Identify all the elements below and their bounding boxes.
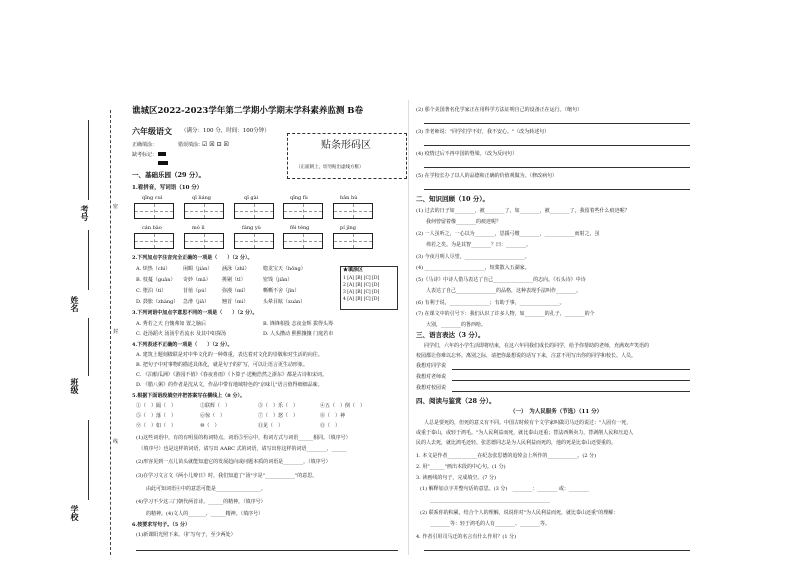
banji-field[interactable] bbox=[88, 318, 89, 376]
q2-opt-b4: 密饯（jiān） bbox=[263, 277, 293, 283]
q2-opt-b3: 挑剔（tī） bbox=[222, 277, 246, 283]
q3-opt-b: B. 锋锋相投 志夜金辉 拔得头筹 bbox=[263, 321, 334, 327]
barcode-title: 贴条形码区 bbox=[321, 140, 371, 151]
subject-title: 六年级语文 bbox=[132, 126, 172, 136]
binding-mark-mi: 密 bbox=[113, 204, 119, 210]
q4-title: 4.下列表述不正确的一项是（ ）（2 分）。 bbox=[132, 342, 233, 348]
answer-zone-row-3[interactable]: 3 [A] [B] [C] [D] bbox=[343, 290, 380, 295]
s2-line-7: (5)《马诗》中诗人借马表达了自己________________的志向。《石头诗》中诗 bbox=[416, 277, 586, 283]
s2-line-9: (6) 有利于说，________________；有助于事，________________。 bbox=[416, 300, 565, 306]
reading1-q3-2b: ________等：轻于鸿毛的人有________、________等。 bbox=[420, 521, 551, 527]
r-item-5: (5) 在学校长办了以人的品德和正确的价值观做为。（修改病句） bbox=[416, 173, 558, 179]
q5-sub-2: (2)形容见到一点儿苗头就能知道它的发展趋向或问题本质的词语是________。（填序号） bbox=[136, 459, 331, 465]
column-divider bbox=[408, 100, 409, 555]
binding-label-xuexiao: 学校 bbox=[70, 505, 80, 521]
answer-box-7[interactable] bbox=[184, 233, 224, 249]
exam-title: 谯城区2022-2023学年第二学期小学期末学科素养监测 B卷 bbox=[132, 106, 363, 116]
q5-sub-3: (3)在学习文言文《两小儿辩日》时，我们知道了"汤"字是"____________"的意思。 bbox=[136, 473, 318, 479]
q3-opt-c: C. 赴汤蹈火 汤汤乎若流水 及其中如探汤 bbox=[136, 331, 227, 337]
q5-item-7: ⑦（ ）怒（ ） bbox=[258, 413, 299, 419]
s2-line-2: 我何曾留着像________的痕迹呢？ bbox=[416, 219, 502, 225]
answer-box-5[interactable] bbox=[333, 203, 373, 219]
answer-box-3[interactable] bbox=[234, 203, 274, 219]
r-item-2-line[interactable] bbox=[424, 123, 690, 124]
pinyin-8: fáng yù bbox=[242, 225, 261, 231]
binding-mark-feng: 封 bbox=[113, 329, 119, 335]
q5-item-11: ⑪见（ ） bbox=[258, 423, 284, 429]
xuexiao-field[interactable] bbox=[88, 420, 89, 500]
section3-heading: 三、语言表达（3 分）。 bbox=[416, 331, 485, 339]
answer-box-6[interactable] bbox=[134, 233, 174, 249]
q5-item-4: ④五（ ）倒（ ） bbox=[320, 403, 366, 409]
reading1-q3-2: (2) 联系你的积累，结合个人的理解，说说你对"为人民利益而死，就比泰山还重"的理解： bbox=[420, 510, 619, 516]
q4-opt-c: C. 《泊船瓜洲》《游园不值》《春夜喜雨》《卜算子·送鲍浩然之浙东》都是古诗和宋词。 bbox=[136, 372, 327, 378]
q5-sub-1: (1)这些词语中，有的有明显的构词特点，词语⑤至⑥中，构词方式与词语______相同。（填序号） bbox=[136, 435, 351, 441]
r-item-2: (2) 那个美国著名化学家正在用科学方法证明自己的设备正在运行。（缩句） bbox=[416, 107, 583, 113]
s3-answer-1[interactable] bbox=[452, 369, 690, 370]
q2-opt-b1: B. 枝蔓（guān） bbox=[136, 277, 176, 283]
q5-sub-4: (4)学习不少这三门朝代两首诗。______的精神。（填序号） bbox=[136, 499, 266, 505]
s3-prompt-2: 我想对老师说 bbox=[416, 374, 447, 380]
xingming-field[interactable] bbox=[88, 230, 89, 290]
s3-answer-2[interactable] bbox=[452, 380, 690, 381]
binding-dashed-line bbox=[110, 110, 111, 555]
q5-item-10: ⑩（ ） bbox=[200, 423, 220, 429]
reading1-title: （一） 为人民服务（节选）（11 分） bbox=[510, 409, 603, 415]
s3-answer-3[interactable] bbox=[452, 391, 690, 392]
r-item-5-line[interactable] bbox=[424, 189, 690, 190]
fill-wrong-samples: ☑ ☒ ⊡ ☒ bbox=[202, 141, 229, 148]
answer-zone-row-4[interactable]: 4 [A] [B] [C] [D] bbox=[343, 297, 380, 302]
barcode-note: （正面朝上，切勿贴出虚线方框） bbox=[296, 165, 364, 170]
q2-opt-a3: 涵泳（zhī） bbox=[222, 266, 250, 272]
kaohao-field[interactable] bbox=[88, 120, 89, 200]
reading1-text-1: 人总是要死的，但死的意义有不同。中国古时候有个文学家叫做司马迁的说过："人固有一死， bbox=[424, 420, 632, 426]
s2-line-8: 人表达了自己________________的品格，这种表现手法叫作________。 bbox=[416, 288, 582, 294]
q2-opt-d1: D. 鼓胀（zhàng） bbox=[136, 299, 179, 305]
r-item-3: (3) 李老师说："同学们学不好，我不安心。"（改为转述句） bbox=[416, 129, 550, 135]
s2-line-4: 弗若之矣。为是其智________？曰：________。 bbox=[416, 242, 532, 248]
reading1-q2: 2. 用"______"画出本段的中心句。(1 分) bbox=[416, 464, 506, 470]
q6-sub-1: (1)新课阳光照下来。（扩写句子，至少两处） bbox=[136, 532, 236, 538]
r-item-4-line[interactable] bbox=[424, 167, 690, 168]
q2-opt-c2: 苜蓿（pú） bbox=[183, 288, 210, 294]
absent-label: 缺考标记： bbox=[132, 152, 158, 158]
q1-title: 1.看拼音，写词语（10 分） bbox=[132, 185, 203, 191]
reading1-text-2: 或重于泰山，或轻于鸿毛。"为人民利益而死，就比泰山还重；替法西斯卖力，替剥削人民和压迫人 bbox=[416, 430, 634, 436]
reading1-q3-1: (1) 解释加点字并整句话的意思。(3 分) ________：________ 或：________ bbox=[420, 486, 589, 492]
answer-box-8[interactable] bbox=[234, 233, 274, 249]
q5-item-1: ①（ ）隔（ ） bbox=[136, 403, 177, 409]
pinyin-9: fēi téng bbox=[290, 225, 310, 231]
exam-meta: （满分：100 分，时间：100分钟） bbox=[181, 128, 270, 134]
binding-label-banji: 班级 bbox=[70, 378, 80, 394]
s2-line-11: 大别，________的鲁西哈。 bbox=[416, 322, 487, 328]
pinyin-2: qī liáng bbox=[192, 195, 211, 201]
binding-label-xingming: 姓名 bbox=[70, 296, 80, 312]
pinyin-4: qīng fù bbox=[290, 195, 308, 201]
answer-box-9[interactable] bbox=[283, 233, 323, 249]
q2-opt-c4: 嘶嘶不舍（jīn） bbox=[263, 288, 300, 294]
s3-prompt-1: 我想对同学说 bbox=[416, 363, 447, 369]
pinyin-6: cán bào bbox=[142, 225, 162, 231]
q6-title: 6.按要求写句子。（5 分） bbox=[132, 522, 190, 528]
s2-line-5: (3) 今夜月明人尽望，________________________。 bbox=[416, 254, 530, 260]
q3-title: 3.下列词语中加点字意思不同的一项是（ ）（2 分）。 bbox=[132, 310, 258, 316]
fill-correct-label: 正确填涂： bbox=[132, 142, 158, 148]
reading1-q4-line[interactable] bbox=[424, 550, 690, 551]
q2-opt-d3: 翘首（mì） bbox=[222, 299, 249, 305]
q5-item-5: ⑤（ ）落（ ） bbox=[136, 413, 177, 419]
q4-opt-b: B. 把句子中对事物的描述具体化，就是句子的扩写，可以让语言更生动形象。 bbox=[136, 362, 308, 368]
q3-opt-a: A. 秀若之天 自愧弗如 置之脑后 bbox=[136, 321, 206, 327]
reading1-text-3: 民的人去死，就比鸿毛还轻。张思德同志是为人民利益而死的，他的死是比泰山还要重的。 bbox=[416, 440, 617, 446]
q3-opt-d: D. 人头攒动 熙熙攘攘 门庭若市 bbox=[263, 331, 334, 337]
binding-label-kaohao: 考号 bbox=[80, 205, 90, 221]
r-item-3-line[interactable] bbox=[424, 145, 690, 146]
answer-zone-row-2[interactable]: 2 [A] [B] [C] [D] bbox=[343, 283, 380, 288]
q5-item-8: ⑧（ ）神 bbox=[320, 413, 346, 419]
q5-sub-3b: 由此可知词语④中的意思可能是__________________。 bbox=[136, 486, 267, 492]
pinyin-3: qǐ gài bbox=[244, 195, 259, 201]
pinyin-5: bān hù bbox=[340, 195, 358, 201]
answer-zone-row-1[interactable]: 1 [A] [B] [C] [D] bbox=[343, 276, 380, 281]
q5-item-3: ③（ ）乐（ ） bbox=[258, 403, 299, 409]
s3-prompt-3: 我想对校园说 bbox=[416, 385, 447, 391]
s2-line-1: (1) 过去的日子如________，被________了，如________，被________了，我留着些什么痕迹呢？ bbox=[416, 208, 630, 214]
reading1-q3-1b: ________________________________________________ bbox=[420, 497, 551, 503]
q5-sub-4b: 的精神。(4)文人的_______、______精神。（填序号） bbox=[136, 511, 264, 517]
s3-text-2: 校园都让你难以忘怀。离别之际，请把你最想说的话写下来，注意不用写出你的同学和校长、人员。 bbox=[416, 353, 637, 359]
fill-wrong-label: 错误填涂： bbox=[178, 142, 204, 148]
q4-opt-d: D. 《腊八粥》的作者是沈从文，作品中带有地域特色的"京味儿"语言值得细细品味。 bbox=[136, 382, 323, 388]
reading1-q1: 1. 本文是作者____________在纪念张思德的追悼会上所作的____________。(2 分) bbox=[416, 453, 597, 459]
pinyin-7: mó lì bbox=[192, 225, 205, 231]
answer-box-2[interactable] bbox=[184, 203, 224, 219]
q5-title: 5.根据下面语段填空并把答案写在横线上（8 分）。 bbox=[132, 393, 245, 399]
q2-opt-d4: 头晕目眩（xuàn） bbox=[263, 299, 306, 305]
q2-opt-a1: A. 炽热（chì） bbox=[136, 266, 171, 272]
section1-heading: 一、基础乐园（29 分）。 bbox=[132, 171, 206, 179]
q2-opt-a2: 闲暇（jiàn） bbox=[183, 266, 213, 272]
q6-answer-line[interactable] bbox=[136, 550, 398, 551]
q4-opt-a: A. 建筑上题刻楹联是对中华文化的一种尊重，表达着对文化的崇敬和对生活的向往。 bbox=[136, 352, 323, 358]
s2-line-10: (7) 在课文中的引号下：我们认识了许多人物，如________的孔子，________的个 bbox=[416, 311, 595, 317]
q2-title: 2.下列加点字注音完全正确的一项是（ ）（2 分）。 bbox=[132, 255, 253, 261]
q2-opt-c1: C. 堕泊（tì） bbox=[136, 288, 167, 294]
s2-line-6: (4) ________________________，短桨散入五湖家。 bbox=[416, 265, 530, 271]
answer-box-10[interactable] bbox=[333, 233, 373, 249]
s2-line-3: (2) 一人虽听之，一心以为________，思援弓缴________，____________而射之，虽 bbox=[416, 231, 600, 237]
section4-heading: 四、阅读与鉴赏（28 分）。 bbox=[416, 397, 496, 405]
answer-zone-title: ★填涂区 bbox=[343, 267, 364, 273]
s3-text-1: 同学们，六年的小学生活即将结束，在这六年同我们成长的同学，给予你帮助的老师，充满欢声笑语的 bbox=[424, 343, 650, 349]
pinyin-1: qīng cuì bbox=[142, 195, 163, 201]
q5-item-9: ⑨（ ）如（ ） bbox=[136, 423, 177, 429]
reading1-q3: 3. 读画线的句子，完成填空。(7 分) bbox=[416, 475, 497, 481]
section2-heading: 二、知识回顾（10 分）。 bbox=[416, 195, 490, 203]
absent-checkbox[interactable] bbox=[158, 152, 168, 171]
q5-item-6: ⑥惊（ ） bbox=[200, 413, 226, 419]
q5-item-2: ②联辉（ ） bbox=[200, 403, 231, 409]
q2-opt-b2: 奇妙（mǎ） bbox=[183, 277, 211, 283]
q5-item-12: ⑫（ ） bbox=[320, 423, 341, 429]
answer-box-4[interactable] bbox=[283, 203, 323, 219]
answer-box-1[interactable] bbox=[134, 203, 174, 219]
q2-opt-c3: 弥漫（mǐ） bbox=[222, 288, 249, 294]
q2-opt-a4: 唿龙宝天（hōng） bbox=[263, 266, 306, 272]
r-item-4: (4) 疫情过后不再中国的脊梁。（改为反问句） bbox=[416, 151, 518, 157]
reading1-q4: 4. 作者引用司马迁的名言有什么作用？(1 分) bbox=[416, 534, 517, 540]
q5-sub-1b: （填序号）也是这样的词语，请写出 AABC 式的词语，请写出你这样的词语________，______ bbox=[136, 446, 347, 452]
q2-opt-d2: 急滑（jiā） bbox=[183, 299, 210, 305]
binding-mark-xian: 线 bbox=[113, 439, 119, 445]
pinyin-10: pí jìng bbox=[340, 225, 356, 231]
